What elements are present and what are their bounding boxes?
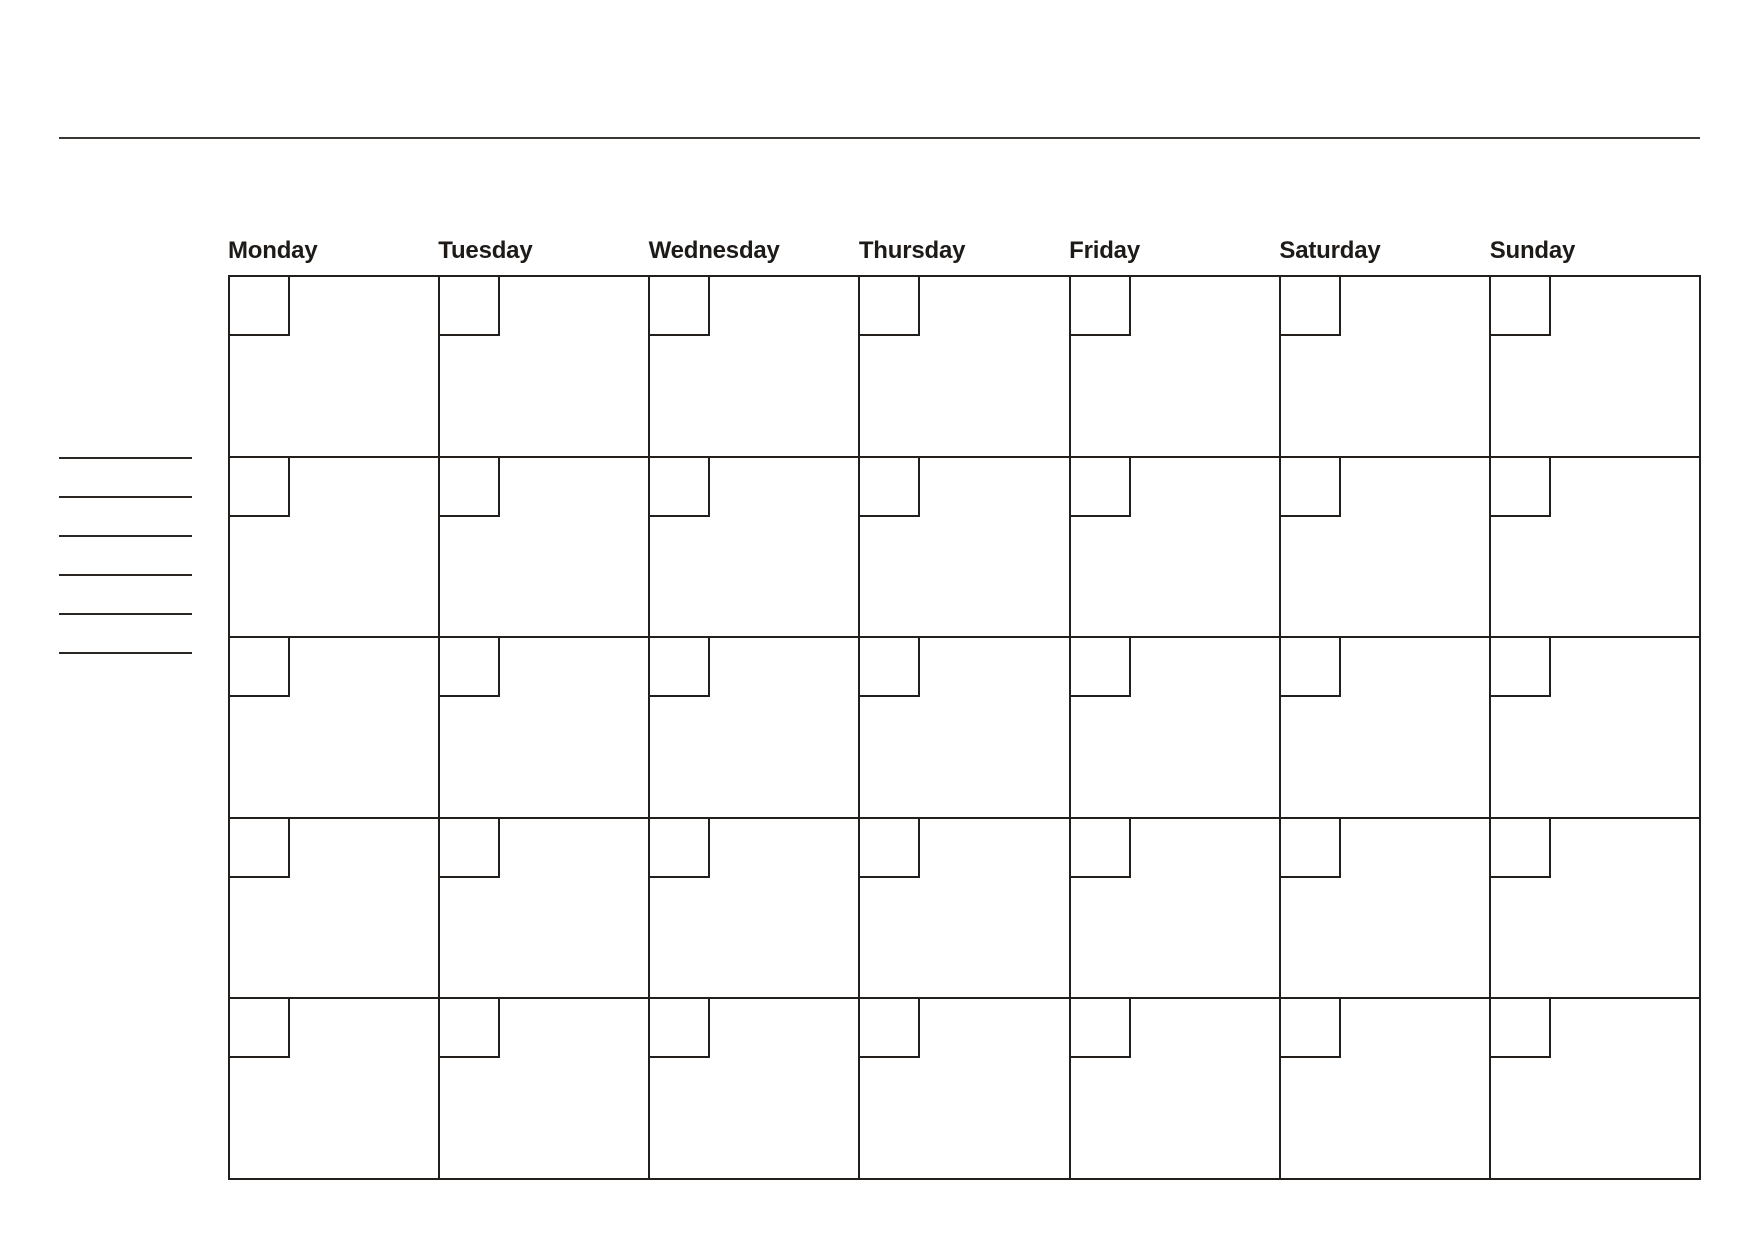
date-number-box[interactable] <box>1071 638 1131 697</box>
calendar-grid <box>228 275 1701 1180</box>
date-number-box[interactable] <box>1281 277 1341 336</box>
date-number-box[interactable] <box>230 819 290 878</box>
day-cell[interactable] <box>860 638 1070 819</box>
date-number-box[interactable] <box>1281 999 1341 1058</box>
date-number-box[interactable] <box>860 819 920 878</box>
day-cell[interactable] <box>440 638 650 819</box>
date-number-box[interactable] <box>1281 819 1341 878</box>
day-cell[interactable] <box>230 819 440 1000</box>
date-number-box[interactable] <box>1071 458 1131 517</box>
note-line[interactable] <box>59 535 192 537</box>
note-line[interactable] <box>59 613 192 615</box>
date-number-box[interactable] <box>230 458 290 517</box>
date-number-box[interactable] <box>1491 819 1551 878</box>
day-cell[interactable] <box>650 819 860 1000</box>
weekday-header-friday: Friday <box>1069 237 1140 264</box>
date-number-box[interactable] <box>440 638 500 697</box>
date-number-box[interactable] <box>650 638 710 697</box>
date-number-box[interactable] <box>1491 638 1551 697</box>
day-cell[interactable] <box>1491 999 1701 1180</box>
day-cell[interactable] <box>1491 819 1701 1000</box>
day-cell[interactable] <box>230 458 440 639</box>
date-number-box[interactable] <box>650 458 710 517</box>
day-cell[interactable] <box>440 999 650 1180</box>
date-number-box[interactable] <box>230 638 290 697</box>
date-number-box[interactable] <box>1281 638 1341 697</box>
date-number-box[interactable] <box>440 999 500 1058</box>
date-number-box[interactable] <box>230 999 290 1058</box>
day-cell[interactable] <box>1071 999 1281 1180</box>
date-number-box[interactable] <box>650 819 710 878</box>
day-cell[interactable] <box>1071 277 1281 458</box>
date-number-box[interactable] <box>650 999 710 1058</box>
date-number-box[interactable] <box>1281 458 1341 517</box>
date-number-box[interactable] <box>440 819 500 878</box>
day-cell[interactable] <box>1071 638 1281 819</box>
day-cell[interactable] <box>1281 638 1491 819</box>
weekday-header-saturday: Saturday <box>1279 237 1381 264</box>
day-cell[interactable] <box>860 819 1070 1000</box>
date-number-box[interactable] <box>860 999 920 1058</box>
note-line[interactable] <box>59 652 192 654</box>
weekday-header-monday: Monday <box>228 237 318 264</box>
note-line[interactable] <box>59 457 192 459</box>
weekday-header-sunday: Sunday <box>1489 237 1576 264</box>
weekday-header-wednesday: Wednesday <box>648 237 780 264</box>
note-line[interactable] <box>59 574 192 576</box>
notes-lines <box>59 457 192 691</box>
title-line[interactable] <box>59 137 1700 139</box>
date-number-box[interactable] <box>1491 999 1551 1058</box>
day-cell[interactable] <box>1071 458 1281 639</box>
day-cell[interactable] <box>650 638 860 819</box>
day-cell[interactable] <box>1491 638 1701 819</box>
weekday-header-row <box>228 234 1700 268</box>
date-number-box[interactable] <box>860 638 920 697</box>
day-cell[interactable] <box>1491 277 1701 458</box>
day-cell[interactable] <box>230 277 440 458</box>
day-cell[interactable] <box>440 277 650 458</box>
day-cell[interactable] <box>1281 819 1491 1000</box>
day-cell[interactable] <box>650 458 860 639</box>
day-cell[interactable] <box>860 458 1070 639</box>
day-cell[interactable] <box>440 458 650 639</box>
weekday-header-tuesday: Tuesday <box>438 237 533 264</box>
day-cell[interactable] <box>1281 999 1491 1180</box>
day-cell[interactable] <box>1491 458 1701 639</box>
weekday-header-thursday: Thursday <box>858 237 966 264</box>
date-number-box[interactable] <box>1071 999 1131 1058</box>
day-cell[interactable] <box>230 999 440 1180</box>
day-cell[interactable] <box>440 819 650 1000</box>
day-cell[interactable] <box>860 277 1070 458</box>
date-number-box[interactable] <box>1071 819 1131 878</box>
date-number-box[interactable] <box>1071 277 1131 336</box>
day-cell[interactable] <box>1281 277 1491 458</box>
date-number-box[interactable] <box>1491 458 1551 517</box>
day-cell[interactable] <box>230 638 440 819</box>
day-cell[interactable] <box>650 277 860 458</box>
note-line[interactable] <box>59 496 192 498</box>
date-number-box[interactable] <box>230 277 290 336</box>
day-cell[interactable] <box>1071 819 1281 1000</box>
date-number-box[interactable] <box>860 277 920 336</box>
day-cell[interactable] <box>860 999 1070 1180</box>
date-number-box[interactable] <box>440 458 500 517</box>
date-number-box[interactable] <box>860 458 920 517</box>
date-number-box[interactable] <box>440 277 500 336</box>
date-number-box[interactable] <box>650 277 710 336</box>
date-number-box[interactable] <box>1491 277 1551 336</box>
day-cell[interactable] <box>650 999 860 1180</box>
day-cell[interactable] <box>1281 458 1491 639</box>
